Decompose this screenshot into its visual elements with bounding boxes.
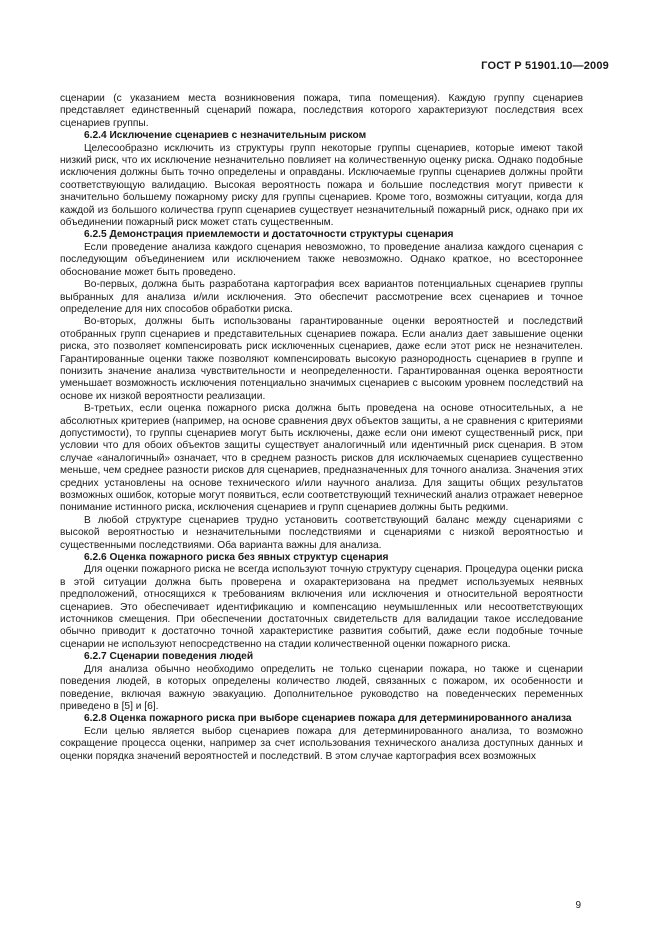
paragraph: Для анализа обычно необходимо определить не только сценарии пожара, но также и сценарии поведения людей, в которых определены количество людей, связанных с пожаром, их особенности и поведение, включая важную эвакуацию. Дополнительное руководство на поведенческих переменных приведено в [5] и [6]. bbox=[60, 663, 583, 712]
paragraph: сценарии (с указанием места возникновения пожара, типа помещения). Каждую группу сценариев представляет единственный сценарий пожара, последствия которого характеризуют последствия всех сценариев группы. bbox=[60, 93, 583, 129]
section-heading: 6.2.5 Демонстрация приемлемости и достаточности структуры сценария bbox=[84, 229, 454, 241]
paragraph: Если целью является выбор сценариев пожара для детерминированного анализа, то возможно сокращение процесса оценки, например за счет использования технического анализа доступных данных и оценки порядка значений вероятностей и последствий. В этом случае картография всех возможных bbox=[60, 725, 583, 762]
document-body bbox=[60, 93, 583, 763]
paragraph: Целесообразно исключить из структуры групп некоторые группы сценариев, которые имеют такой низкий риск, что их исключение незначительно повлияет на количественную оценку риска. Однако подобные исключения должны быть точно определены и оправданы. Исключаемые группы сценариев должны пройти соответствующую валидацию. Высокая вероятность пожара и большие последствия могут привести к значительно большему пожарному риску для группы сценариев. Кроме того, возможны ситуации, когда для каждой из большого количества групп сценариев существует незначительный пожарный риск, однако при их объединении пожарный риск может стать существенным. bbox=[60, 142, 583, 229]
paragraph: Если проведение анализа каждого сценария невозможно, то проведение анализа каждого сценария с последующим объединением или исключением также невозможно. Однако краткое, но всестороннее обоснование может быть проведено. bbox=[60, 241, 583, 278]
paragraph: Во-первых, должна быть разработана картография всех вариантов потенциальных сценариев группы выбранных для анализа и/или исключения. Это обеспечит рассмотрение всех сценариев и точное определение для них способов обработки риска. bbox=[60, 279, 583, 315]
paragraph: Для оценки пожарного риска не всегда используют точную структуру сценария. Процедура оценки риска в этой ситуации должна быть проверена и охарактеризована на предмет используемых неявных предположений, относящихся к требованиям включения или исключения и относительной вероятности сценариев. Это обеспечивает идентификацию и компенсацию неумышленных или несоответствующих источников смещения. При обеспечении достаточных свидетельств для валидации такое исследование обычно приводит к достаточно точной характеристике развития событий, даже если подобные точные сценарии не используют непосредственно на стадии количественной оценки пожарного риска. bbox=[60, 564, 583, 650]
page-number: 9 bbox=[575, 900, 581, 911]
paragraph: В любой структуре сценариев трудно установить соответствующий баланс между сценариями с высокой вероятностью и незначительными последствиями и сценариями с низкой вероятностью и существенными последствиями. Оба варианта важны для анализа. bbox=[60, 514, 583, 551]
section-heading: 6.2.8 Оценка пожарного риска при выборе сценариев пожара для детерминированного анализа bbox=[84, 713, 572, 725]
section-heading: 6.2.7 Сценарии поведения людей bbox=[84, 651, 254, 663]
section-heading: 6.2.4 Исключение сценариев с незначительным риском bbox=[84, 130, 367, 142]
section-heading: 6.2.6 Оценка пожарного риска без явных структур сценария bbox=[84, 552, 389, 564]
standard-code-header: ГОСТ Р 51901.10—2009 bbox=[481, 60, 609, 72]
paragraph: Во-вторых, должны быть использованы гарантированные оценки вероятностей и последствий отобранных групп сценариев и представительных сценариев пожара. Если анализ дает завышение оценки риска, это позволяет компенсировать риск исключенных сценариев, даже если этот риск не незначителен. Гарантированные оценки также позволяют компенсировать высокую разнородность сценариев в группе и понизить значение анализа чувствительности и неопределенности. Гарантированная оценка вероятности уменьшает возможность исключения потенциально значимых сценариев с высоким уровнем последствий на основе их низкой вероятности реализации. bbox=[60, 316, 583, 402]
paragraph: В-третьих, если оценка пожарного риска должна быть проведена на основе относительных, а не абсолютных критериев (например, на основе сравнения двух объектов защиты, а не сравнения с критериями допустимости), то группы сценариев могут быть исключены, даже если они имеют существенный риск, при условии что для обоих объектов защиты существует аналогичный или идентичный риск сценария. В этом случае «аналогичный» означает, что в среднем разность рисков для исключаемых сценариев существенно меньше, чем среднее разности рисков для сценариев, предназначенных для точного анализа. Значения этих средних установлены на основе технического и/или научного анализа. Для защиты общих результатов возможных ошибок, которые могут появиться, если соответствующий технический анализ отражает неверное понимание истинного риска, исключения сценариев и групп сценариев должны быть редкими. bbox=[60, 403, 583, 514]
